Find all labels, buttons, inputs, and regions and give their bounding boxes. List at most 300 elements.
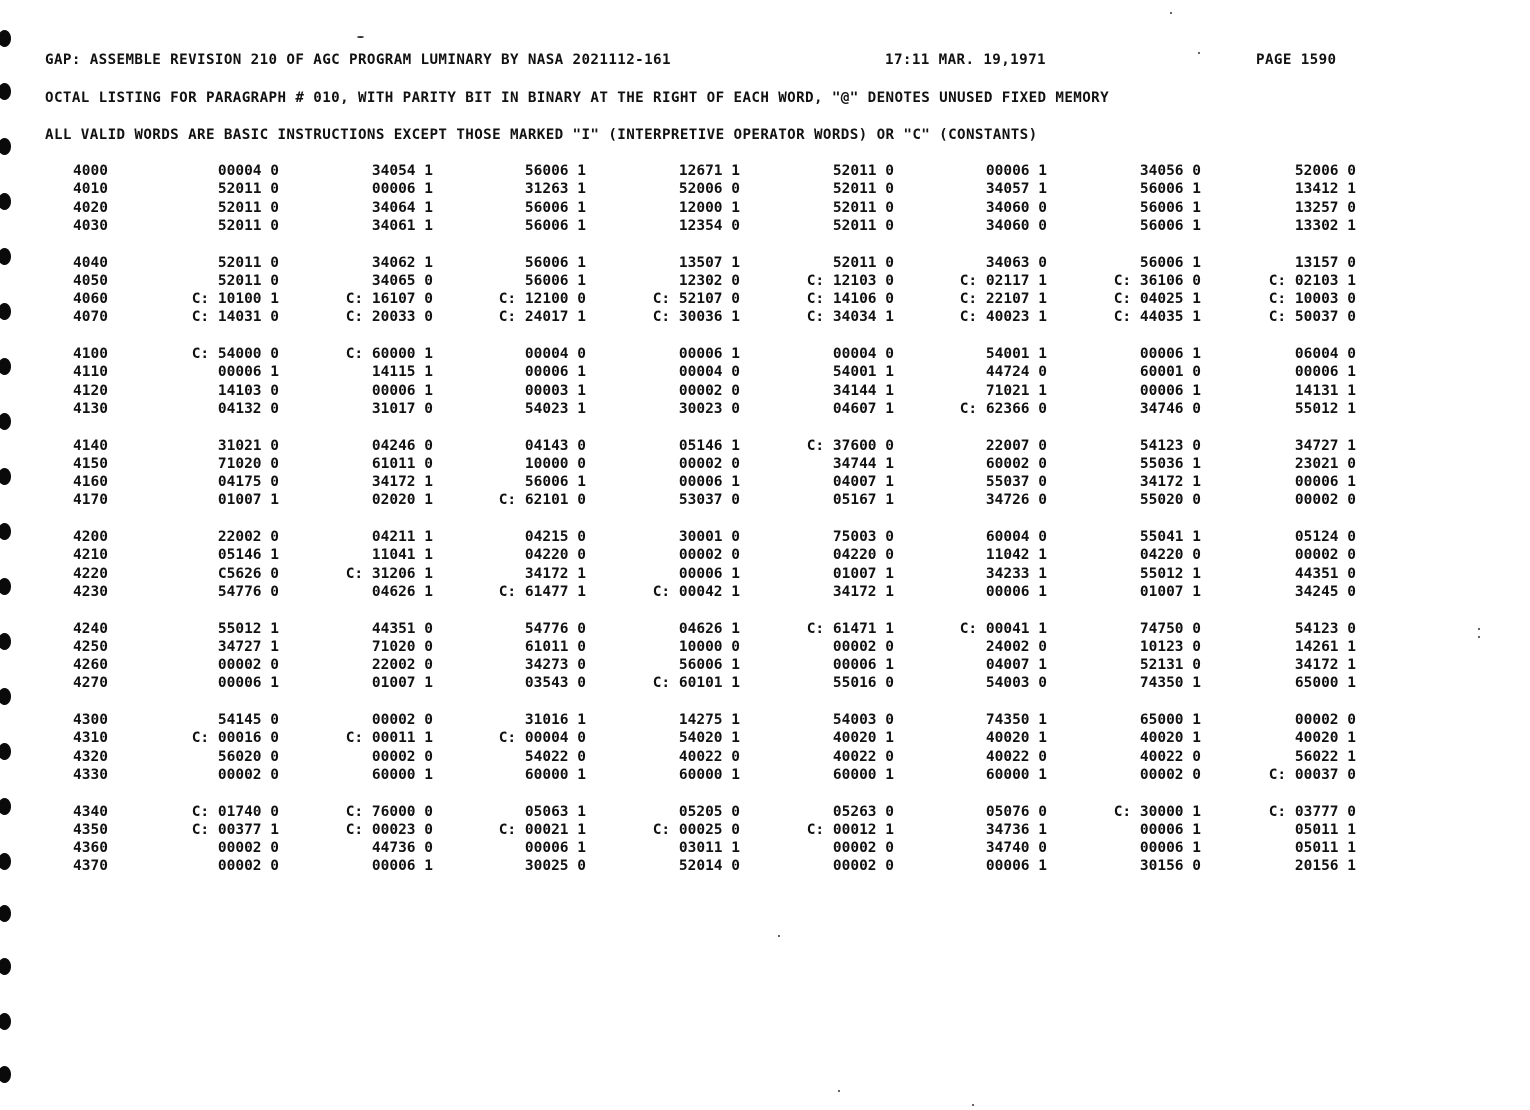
word-cell: 60004 0	[985, 529, 1047, 545]
word-cell: C: 00025 0	[652, 821, 740, 838]
word-cell: 13157 0	[1294, 254, 1356, 271]
word-cell: 00002 0	[1294, 492, 1356, 509]
listing-row	[0, 474, 1530, 492]
word-cell: 05011 1	[1294, 821, 1356, 838]
word-cell: 52006 0	[678, 181, 740, 198]
word-cell: 60000 1	[985, 766, 1047, 783]
word-cell: 60002 0	[985, 455, 1047, 472]
word-cell: 00006 1	[985, 858, 1047, 875]
word-cell: C: 54000 0	[191, 346, 279, 362]
word-cell: 52011 0	[832, 199, 894, 216]
word-cell: C: 00023 0	[345, 821, 433, 838]
word-cell: 00002 0	[832, 638, 894, 655]
word-cell: C: 01740 0	[191, 803, 279, 820]
word-cell: 56006 1	[524, 474, 586, 491]
word-cell: 60000 1	[832, 766, 894, 783]
word-cell: 04220 0	[1139, 547, 1201, 564]
word-cell: 05205 0	[678, 803, 740, 820]
address-cell: 4260	[73, 657, 108, 674]
word-cell: C: 60000 1	[345, 346, 433, 362]
word-cell: 52014 0	[678, 858, 740, 875]
address-cell: 4200	[73, 529, 108, 545]
listing-row	[0, 346, 1530, 364]
word-cell: 30023 0	[678, 400, 740, 417]
listing-row	[0, 584, 1530, 602]
listing-row	[0, 822, 1530, 840]
word-cell: C: 62101 0	[498, 492, 586, 509]
word-cell: 74750 0	[1139, 620, 1201, 637]
word-cell: 04132 0	[217, 400, 279, 417]
word-cell: 56006 1	[1139, 217, 1201, 234]
word-cell: 56006 1	[524, 272, 586, 289]
word-cell: C: 00021 1	[498, 821, 586, 838]
word-cell: 75003 0	[832, 529, 894, 545]
word-cell: 00004 0	[217, 163, 279, 179]
word-cell: 04007 1	[832, 474, 894, 491]
listing-row	[0, 529, 1530, 547]
word-cell: 55037 0	[985, 474, 1047, 491]
word-cell: 31021 0	[217, 437, 279, 454]
address-cell: 4310	[73, 730, 108, 747]
word-cell: 34054 1	[371, 163, 433, 179]
word-cell: 54001 1	[985, 346, 1047, 362]
word-cell: 20156 1	[1294, 858, 1356, 875]
listing-row	[0, 309, 1530, 327]
word-cell: 34172 1	[371, 474, 433, 491]
word-cell: 00004 0	[678, 364, 740, 381]
word-cell: C: 76000 0	[345, 803, 433, 820]
word-cell: C: 31206 1	[345, 565, 433, 582]
word-cell: 30001 0	[678, 529, 740, 545]
word-cell: C: 61477 1	[498, 583, 586, 600]
word-cell: C: 22107 1	[959, 291, 1047, 308]
address-cell: 4040	[73, 254, 108, 271]
word-cell: C: 14106 0	[806, 291, 894, 308]
word-cell: 60000 1	[678, 766, 740, 783]
address-cell: 4240	[73, 620, 108, 637]
address-cell: 4100	[73, 346, 108, 362]
word-cell: C: 30000 1	[1113, 803, 1201, 820]
word-cell: 11041 1	[371, 547, 433, 564]
word-cell: 00006 1	[1139, 346, 1201, 362]
word-cell: C: 50037 0	[1268, 309, 1356, 326]
word-cell: 52006 0	[1294, 163, 1356, 179]
word-cell: 34172 1	[1139, 474, 1201, 491]
word-cell: 00003 1	[524, 382, 586, 399]
word-cell: 12000 1	[678, 199, 740, 216]
word-cell: 34061 1	[371, 217, 433, 234]
word-cell: 52011 0	[217, 199, 279, 216]
word-cell: 13302 1	[1294, 217, 1356, 234]
header-title: GAP: ASSEMBLE REVISION 210 OF AGC PROGRAM LUMINARY BY NASA 2021112-161	[45, 52, 671, 68]
word-cell: 00002 0	[832, 858, 894, 875]
word-cell: C: 04025 1	[1113, 291, 1201, 308]
listing-row	[0, 273, 1530, 291]
word-cell: C: 16107 0	[345, 291, 433, 308]
word-cell: 00006 1	[1139, 382, 1201, 399]
word-cell: 55012 1	[1294, 400, 1356, 417]
word-cell: 54003 0	[985, 675, 1047, 692]
word-cell: 04220 0	[524, 547, 586, 564]
word-cell: C: 24017 1	[498, 309, 586, 326]
word-cell: 40020 1	[832, 730, 894, 747]
listing-row	[0, 712, 1530, 730]
word-cell: 11042 1	[985, 547, 1047, 564]
word-cell: 13507 1	[678, 254, 740, 271]
word-cell: 00006 1	[524, 840, 586, 857]
word-cell: 00002 0	[371, 748, 433, 765]
word-cell: 13412 1	[1294, 181, 1356, 198]
word-cell: 44724 0	[985, 364, 1047, 381]
word-cell: 00006 1	[1139, 840, 1201, 857]
word-cell: 54022 0	[524, 748, 586, 765]
listing-row	[0, 749, 1530, 767]
word-cell: 22007 0	[985, 437, 1047, 454]
word-cell: C: 30036 1	[652, 309, 740, 326]
word-cell: 00002 0	[1294, 547, 1356, 564]
word-cell: 52131 0	[1139, 657, 1201, 674]
word-cell: 01007 1	[832, 565, 894, 582]
word-cell: 03543 0	[524, 675, 586, 692]
word-cell: 40022 0	[678, 748, 740, 765]
word-cell: 56006 1	[1139, 181, 1201, 198]
word-cell: 00002 0	[1139, 766, 1201, 783]
word-cell: 04626 1	[371, 583, 433, 600]
word-cell: 05146 1	[217, 547, 279, 564]
address-cell: 4230	[73, 583, 108, 600]
word-cell: 60001 0	[1139, 364, 1201, 381]
word-cell: 56006 1	[524, 163, 586, 179]
word-cell: 00006 1	[1294, 364, 1356, 381]
word-cell: 04626 1	[678, 620, 740, 637]
address-cell: 4170	[73, 492, 108, 509]
listing-row	[0, 438, 1530, 456]
listing-row	[0, 383, 1530, 401]
word-cell: 30025 0	[524, 858, 586, 875]
word-cell: 34744 1	[832, 455, 894, 472]
listing-row	[0, 566, 1530, 584]
word-cell: 00002 0	[1294, 712, 1356, 728]
address-cell: 4130	[73, 400, 108, 417]
listing-row	[0, 547, 1530, 565]
word-cell: 71020 0	[371, 638, 433, 655]
word-cell: 40022 0	[1139, 748, 1201, 765]
word-cell: 05124 0	[1294, 529, 1356, 545]
word-cell: 54145 0	[217, 712, 279, 728]
word-cell: 34740 0	[985, 840, 1047, 857]
word-cell: C: 10003 0	[1268, 291, 1356, 308]
word-cell: 61011 0	[524, 638, 586, 655]
word-cell: C: 60101 1	[652, 675, 740, 692]
word-cell: 04175 0	[217, 474, 279, 491]
word-cell: 06004 0	[1294, 346, 1356, 362]
word-cell: C: 00016 0	[191, 730, 279, 747]
word-cell: 34727 1	[1294, 437, 1356, 454]
word-cell: 55020 0	[1139, 492, 1201, 509]
word-cell: 34172 1	[832, 583, 894, 600]
listing-row	[0, 456, 1530, 474]
word-cell: 74350 1	[1139, 675, 1201, 692]
word-cell: 55016 0	[832, 675, 894, 692]
word-cell: 34172 1	[524, 565, 586, 582]
address-cell: 4060	[73, 291, 108, 308]
word-cell: 23021 0	[1294, 455, 1356, 472]
word-cell: C: 52107 0	[652, 291, 740, 308]
word-cell: C: 00011 1	[345, 730, 433, 747]
address-cell: 4340	[73, 803, 108, 820]
word-cell: 56006 1	[524, 217, 586, 234]
word-cell: 00006 1	[832, 657, 894, 674]
word-cell: 12302 0	[678, 272, 740, 289]
word-cell: 14275 1	[678, 712, 740, 728]
word-cell: 40020 1	[1294, 730, 1356, 747]
word-cell: 10000 0	[524, 455, 586, 472]
word-cell: 05076 0	[985, 803, 1047, 820]
word-cell: 01007 1	[371, 675, 433, 692]
word-cell: 03011 1	[678, 840, 740, 857]
word-cell: 04007 1	[985, 657, 1047, 674]
word-cell: 52011 0	[217, 217, 279, 234]
word-cell: 00002 0	[678, 382, 740, 399]
word-cell: 22002 0	[217, 529, 279, 545]
word-cell: 00006 1	[217, 364, 279, 381]
listing-row	[0, 492, 1530, 510]
word-cell: 56022 1	[1294, 748, 1356, 765]
word-cell: 00002 0	[371, 712, 433, 728]
word-cell: 13257 0	[1294, 199, 1356, 216]
word-cell: C: 37600 0	[806, 437, 894, 454]
word-cell: 00004 0	[524, 346, 586, 362]
word-cell: 60000 1	[524, 766, 586, 783]
word-cell: 05263 0	[832, 803, 894, 820]
word-cell: 71021 1	[985, 382, 1047, 399]
word-cell: C: 02103 1	[1268, 272, 1356, 289]
word-cell: 14103 0	[217, 382, 279, 399]
word-cell: C: 61471 1	[806, 620, 894, 637]
word-cell: 54123 0	[1139, 437, 1201, 454]
word-cell: 00006 1	[678, 346, 740, 362]
word-cell: 34144 1	[832, 382, 894, 399]
address-cell: 4370	[73, 858, 108, 875]
word-cell: 00002 0	[678, 547, 740, 564]
word-cell: 56020 0	[217, 748, 279, 765]
word-cell: 05063 1	[524, 803, 586, 820]
page-number: PAGE 1590	[1256, 52, 1337, 68]
word-cell: 05167 1	[832, 492, 894, 509]
word-cell: 54020 1	[678, 730, 740, 747]
word-cell: 14115 1	[371, 364, 433, 381]
word-cell: 52011 0	[832, 217, 894, 234]
word-cell: 52011 0	[217, 254, 279, 271]
word-cell: 34062 1	[371, 254, 433, 271]
word-cell: 56006 1	[1139, 199, 1201, 216]
word-cell: 34233 1	[985, 565, 1047, 582]
word-cell: 34736 1	[985, 821, 1047, 838]
word-cell: 00006 1	[678, 474, 740, 491]
listing-row	[0, 730, 1530, 748]
word-cell: 71020 0	[217, 455, 279, 472]
listing-row	[0, 840, 1530, 858]
header-legend: ALL VALID WORDS ARE BASIC INSTRUCTIONS EXCEPT THOSE MARKED "I" (INTERPRETIVE OPERATOR WORDS) OR "C" (CONSTANTS)	[45, 127, 1038, 143]
listing-row	[0, 675, 1530, 693]
word-cell: 00004 0	[832, 346, 894, 362]
word-cell: 05011 1	[1294, 840, 1356, 857]
word-cell: C: 12103 0	[806, 272, 894, 289]
listing-row	[0, 657, 1530, 675]
word-cell: 31017 0	[371, 400, 433, 417]
word-cell: 00006 1	[985, 163, 1047, 179]
address-cell: 4120	[73, 382, 108, 399]
word-cell: 34727 1	[217, 638, 279, 655]
header-description: OCTAL LISTING FOR PARAGRAPH # 010, WITH PARITY BIT IN BINARY AT THE RIGHT OF EACH WORD, "@" DENOTES UNUSED FIXED MEMORY	[45, 90, 1110, 106]
word-cell: 55012 1	[1139, 565, 1201, 582]
word-cell: 14261 1	[1294, 638, 1356, 655]
word-cell: 00002 0	[217, 657, 279, 674]
word-cell: 53037 0	[678, 492, 740, 509]
word-cell: 54023 1	[524, 400, 586, 417]
word-cell: 05146 1	[678, 437, 740, 454]
word-cell: 52011 0	[217, 181, 279, 198]
word-cell: 52011 0	[832, 181, 894, 198]
word-cell: 00002 0	[678, 455, 740, 472]
word-cell: C: 44035 1	[1113, 309, 1201, 326]
word-cell: 52011 0	[832, 163, 894, 179]
address-cell: 4250	[73, 638, 108, 655]
word-cell: 00006 1	[985, 583, 1047, 600]
word-cell: C: 34034 1	[806, 309, 894, 326]
word-cell: 04211 1	[371, 529, 433, 545]
header-timestamp: 17:11 MAR. 19,1971	[885, 52, 1046, 68]
word-cell: 54001 1	[832, 364, 894, 381]
word-cell: C: 00377 1	[191, 821, 279, 838]
word-cell: 56006 1	[524, 199, 586, 216]
address-cell: 4220	[73, 565, 108, 582]
word-cell: 34245 0	[1294, 583, 1356, 600]
address-cell: 4070	[73, 309, 108, 326]
word-cell: 56006 1	[524, 254, 586, 271]
word-cell: 00006 1	[678, 565, 740, 582]
word-cell: 34065 0	[371, 272, 433, 289]
word-cell: 52011 0	[832, 254, 894, 271]
word-cell: 34060 0	[985, 217, 1047, 234]
word-cell: 04215 0	[524, 529, 586, 545]
listing-row	[0, 767, 1530, 785]
word-cell: 10123 0	[1139, 638, 1201, 655]
listing-row	[0, 163, 1530, 181]
address-cell: 4320	[73, 748, 108, 765]
word-cell: 31016 1	[524, 712, 586, 728]
word-cell: 54123 0	[1294, 620, 1356, 637]
word-cell: 40020 1	[985, 730, 1047, 747]
address-cell: 4330	[73, 766, 108, 783]
word-cell: 00006 1	[371, 858, 433, 875]
word-cell: 00006 1	[371, 181, 433, 198]
word-cell: C: 00012 1	[806, 821, 894, 838]
word-cell: 00006 1	[371, 382, 433, 399]
word-cell: 74350 1	[985, 712, 1047, 728]
word-cell: 54776 0	[524, 620, 586, 637]
word-cell: 00006 1	[524, 364, 586, 381]
listing-row	[0, 621, 1530, 639]
word-cell: C: 36106 0	[1113, 272, 1201, 289]
word-cell: 65000 1	[1294, 675, 1356, 692]
word-cell: 34057 1	[985, 181, 1047, 198]
word-cell: 55036 1	[1139, 455, 1201, 472]
word-cell: 52011 0	[217, 272, 279, 289]
address-cell: 4010	[73, 181, 108, 198]
word-cell: 00002 0	[217, 858, 279, 875]
word-cell: C: 14031 0	[191, 309, 279, 326]
address-cell: 4210	[73, 547, 108, 564]
word-cell: 10000 0	[678, 638, 740, 655]
listing-row	[0, 218, 1530, 236]
word-cell: 12354 0	[678, 217, 740, 234]
word-cell: C: 40023 1	[959, 309, 1047, 326]
listing-row	[0, 364, 1530, 382]
word-cell: 01007 1	[217, 492, 279, 509]
word-cell: 34063 0	[985, 254, 1047, 271]
listing-row	[0, 401, 1530, 419]
word-cell: 12671 1	[678, 163, 740, 179]
word-cell: 61011 0	[371, 455, 433, 472]
address-cell: 4300	[73, 712, 108, 728]
word-cell: 40020 1	[1139, 730, 1201, 747]
listing-row	[0, 181, 1530, 199]
word-cell: C: 62366 0	[959, 400, 1047, 417]
listing-row	[0, 804, 1530, 822]
word-cell: C: 03777 0	[1268, 803, 1356, 820]
word-cell: C: 20033 0	[345, 309, 433, 326]
listing-row	[0, 200, 1530, 218]
word-cell: 24002 0	[985, 638, 1047, 655]
word-cell: 34060 0	[985, 199, 1047, 216]
word-cell: 00006 1	[217, 675, 279, 692]
word-cell: 04607 1	[832, 400, 894, 417]
word-cell: 34726 0	[985, 492, 1047, 509]
word-cell: 65000 1	[1139, 712, 1201, 728]
word-cell: 40022 0	[832, 748, 894, 765]
word-cell: C5626 0	[217, 565, 279, 582]
listing-row	[0, 255, 1530, 273]
listing-row	[0, 858, 1530, 876]
address-cell: 4160	[73, 474, 108, 491]
word-cell: C: 02117 1	[959, 272, 1047, 289]
address-cell: 4020	[73, 199, 108, 216]
word-cell: 04220 0	[832, 547, 894, 564]
word-cell: 34056 0	[1139, 163, 1201, 179]
word-cell: 31263 1	[524, 181, 586, 198]
address-cell: 4000	[73, 163, 108, 179]
word-cell: 00002 0	[217, 840, 279, 857]
word-cell: 30156 0	[1139, 858, 1201, 875]
address-cell: 4150	[73, 455, 108, 472]
word-cell: 14131 1	[1294, 382, 1356, 399]
word-cell: 40022 0	[985, 748, 1047, 765]
word-cell: 34172 1	[1294, 657, 1356, 674]
word-cell: C: 10100 1	[191, 291, 279, 308]
word-cell: C: 12100 0	[498, 291, 586, 308]
word-cell: 34273 0	[524, 657, 586, 674]
word-cell: 02020 1	[371, 492, 433, 509]
address-cell: 4110	[73, 364, 108, 381]
word-cell: 44351 0	[371, 620, 433, 637]
address-cell: 4140	[73, 437, 108, 454]
word-cell: 44736 0	[371, 840, 433, 857]
word-cell: 04246 0	[371, 437, 433, 454]
address-cell: 4350	[73, 821, 108, 838]
address-cell: 4360	[73, 840, 108, 857]
word-cell: 44351 0	[1294, 565, 1356, 582]
